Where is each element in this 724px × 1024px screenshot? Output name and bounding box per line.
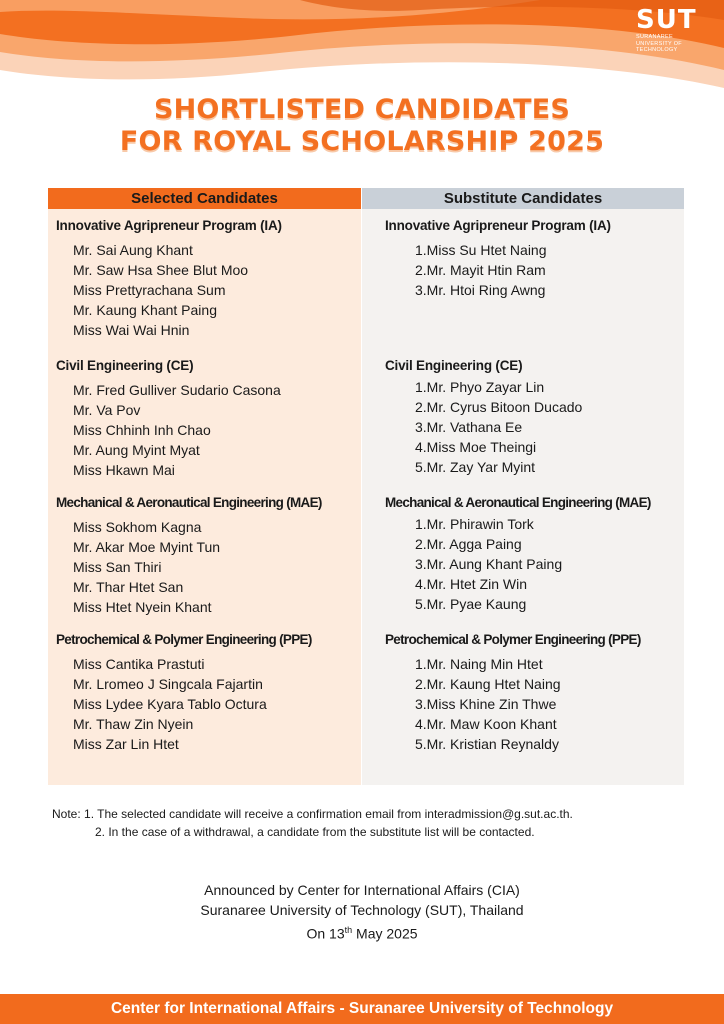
substitute-section-ppe — [385, 632, 641, 754]
candidate-name: 2.Mr. Mayit Htin Ram — [415, 262, 546, 278]
candidate-name: Miss Prettyrachana Sum — [73, 282, 226, 298]
section-title: Mechanical & Aeronautical Engineering (MAE) — [56, 495, 322, 510]
name-list — [385, 654, 641, 754]
section-title: Petrochemical & Polymer Engineering (PPE) — [56, 632, 312, 647]
candidate-name: Mr. Aung Myint Myat — [73, 442, 200, 458]
candidate-name: 3.Miss Khine Zin Thwe — [415, 696, 557, 712]
substitute-section-ia — [385, 218, 611, 300]
candidate-name: Miss Hkawn Mai — [73, 462, 175, 478]
footer-bar: Center for International Affairs - Suranaree University of Technology — [0, 994, 724, 1024]
section-title: Civil Engineering (CE) — [385, 358, 523, 373]
substitute-candidates-heading: Substitute Candidates — [362, 188, 684, 209]
selected-candidates-heading: Selected Candidates — [48, 188, 361, 209]
section-title: Petrochemical & Polymer Engineering (PPE) — [385, 632, 641, 647]
page-title-line-2: FOR ROYAL SCHOLARSHIP 2025 — [119, 126, 605, 157]
candidate-name: Mr. Akar Moe Myint Tun — [73, 539, 221, 555]
notes — [52, 805, 573, 841]
announcement-line-1: Announced by Center for International Affairs (CIA) — [204, 882, 520, 898]
candidate-name: Miss Zar Lin Htet — [73, 736, 179, 752]
candidate-name: Miss San Thiri — [73, 559, 162, 575]
candidate-name: 5.Mr. Pyae Kaung — [415, 596, 527, 612]
logo-mark: SUT — [636, 5, 697, 35]
candidate-name: Mr. Thar Htet San — [73, 579, 184, 595]
announcement-date — [0, 920, 724, 944]
note-line-2: 2. In the case of a withdrawal, a candidate from the substitute list will be contacted. — [95, 825, 535, 839]
candidate-name: Miss Lydee Kyara Tablo Octura — [73, 696, 267, 712]
name-list — [56, 380, 281, 480]
page-title-line-1: SHORTLISTED CANDIDATES — [153, 94, 571, 125]
candidate-name: 2.Mr. Cyrus Bitoon Ducado — [415, 399, 583, 415]
name-list — [56, 654, 312, 754]
candidate-name: Mr. Kaung Khant Paing — [73, 302, 217, 318]
name-list — [56, 240, 282, 340]
logo-line-3: TECHNOLOGY — [636, 47, 678, 53]
candidate-name: 1.Mr. Naing Min Htet — [415, 656, 543, 672]
selected-section-ia — [56, 218, 282, 340]
candidate-name: Miss Htet Nyein Khant — [73, 599, 212, 615]
header-wave-decoration — [0, 0, 724, 90]
candidate-name: Miss Wai Wai Hnin — [73, 322, 190, 338]
date-suffix: May 2025 — [352, 925, 418, 942]
note-line-1: Note: 1. The selected candidate will receive a confirmation email from interadmission@g.sut.ac.th. — [52, 807, 573, 821]
section-title: Innovative Agripreneur Program (IA) — [385, 218, 611, 233]
candidate-name: Miss Cantika Prastuti — [73, 656, 205, 672]
section-title: Mechanical & Aeronautical Engineering (MAE) — [385, 495, 651, 510]
candidate-name: 4.Mr. Htet Zin Win — [415, 576, 528, 592]
date-prefix: On 13 — [306, 925, 345, 942]
candidate-name: Mr. Lromeo J Singcala Fajartin — [73, 676, 263, 692]
name-list — [56, 517, 322, 617]
candidate-name: Mr. Fred Gulliver Sudario Casona — [73, 382, 281, 398]
candidate-name: 1.Miss Su Htet Naing — [415, 242, 547, 258]
candidate-name: Mr. Thaw Zin Nyein — [73, 716, 194, 732]
candidate-name: Miss Sokhom Kagna — [73, 519, 202, 535]
name-list — [385, 240, 611, 300]
candidate-name: 2.Mr. Kaung Htet Naing — [415, 676, 561, 692]
candidate-name: 3.Mr. Aung Khant Paing — [415, 556, 563, 572]
candidate-name: 5.Mr. Kristian Reynaldy — [415, 736, 559, 752]
logo-line-2: UNIVERSITY OF — [636, 40, 682, 47]
candidate-name: 4.Miss Moe Theingi — [415, 439, 537, 455]
candidate-name: 4.Mr. Maw Koon Khant — [415, 716, 557, 732]
substitute-section-mae — [385, 495, 651, 614]
candidate-name: 3.Mr. Vathana Ee — [415, 419, 523, 435]
candidate-name: 3.Mr. Htoi Ring Awng — [415, 282, 546, 298]
section-title: Innovative Agripreneur Program (IA) — [56, 218, 282, 233]
date-ordinal: th — [344, 925, 353, 935]
substitute-candidates-column — [362, 188, 684, 785]
selected-section-ce — [56, 358, 281, 480]
candidate-name: 1.Mr. Phyo Zayar Lin — [415, 379, 545, 395]
candidate-name: 5.Mr. Zay Yar Myint — [415, 459, 536, 475]
name-list — [385, 377, 582, 477]
selected-section-mae — [56, 495, 322, 617]
candidate-name: Mr. Va Pov — [73, 402, 141, 418]
candidate-name: 2.Mr. Agga Paing — [415, 536, 522, 552]
logo-line-1: SURANAREE — [636, 34, 673, 40]
name-list — [385, 514, 651, 614]
section-title: Civil Engineering (CE) — [56, 358, 194, 373]
candidate-name: 1.Mr. Phirawin Tork — [415, 516, 534, 532]
candidate-name: Mr. Sai Aung Khant — [73, 242, 193, 258]
candidate-name: Mr. Saw Hsa Shee Blut Moo — [73, 262, 249, 278]
announcement — [0, 880, 724, 944]
substitute-section-ce — [385, 358, 582, 477]
sut-logo — [636, 6, 710, 54]
selected-candidates-column — [48, 188, 361, 785]
announcement-line-2: Suranaree University of Technology (SUT), Thailand — [200, 902, 524, 918]
selected-section-ppe — [56, 632, 312, 754]
candidate-name: Miss Chhinh Inh Chao — [73, 422, 211, 438]
